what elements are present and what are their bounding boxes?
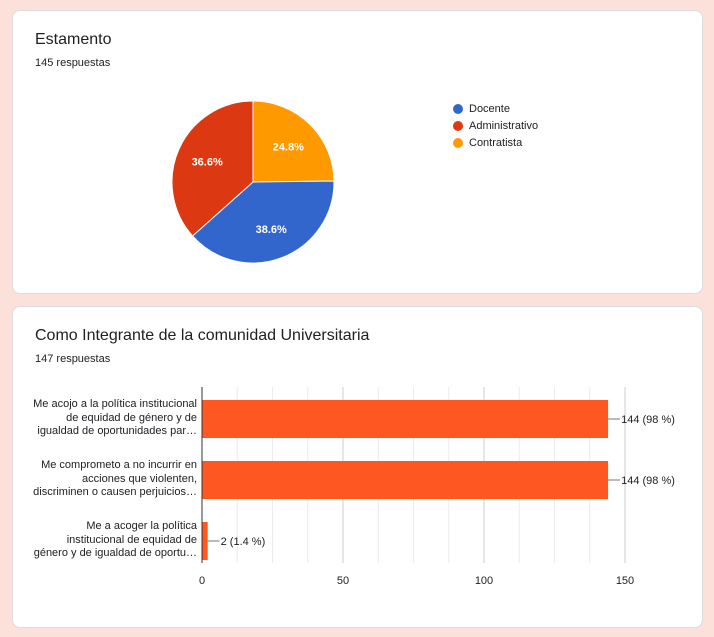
pie-chart [13, 11, 704, 295]
category-label-line: de equidad de género y de [66, 411, 197, 424]
bar-value-label: 2 (1.4 %) [220, 536, 266, 548]
category-label-line: igualdad de oportunidades par… [37, 425, 197, 437]
pie-slice-label: 38.6% [255, 223, 287, 236]
legend-swatch [453, 104, 463, 114]
category-label-line: Me a acoger la política [86, 520, 197, 532]
x-tick-label: 0 [198, 575, 206, 587]
bar-category-label [0, 520, 197, 561]
bar-chart-title: Como Integrante de la comunidad Universitaria [35, 327, 370, 344]
category-label-line: Me comprometo a no incurrir en [41, 459, 197, 471]
bar-response-count: 147 respuestas [35, 353, 111, 365]
x-tick-label: 50 [336, 575, 350, 587]
legend-swatch [453, 138, 463, 148]
legend-label: Contratista [469, 136, 523, 149]
legend-item-administrativo[interactable] [453, 117, 538, 134]
bar-2[interactable] [202, 522, 208, 560]
x-tick-label: 150 [615, 575, 635, 587]
pie-slice-label: 24.8% [272, 141, 304, 154]
x-tick-label: 100 [474, 575, 494, 587]
legend-item-docente[interactable] [453, 100, 538, 117]
bar-category-label [0, 398, 197, 439]
bar-value-label: 144 (98 %) [621, 414, 675, 426]
bar-chart-card [12, 306, 703, 628]
category-label-line: género y de igualdad de oportu… [33, 547, 197, 559]
pie-chart-title: Estamento [35, 31, 112, 48]
legend-label: Docente [469, 102, 510, 115]
pie-chart-card [12, 10, 703, 294]
bar-0[interactable] [202, 400, 608, 438]
category-label-line: institucional de equidad de [66, 533, 197, 546]
category-label-line: Me acojo a la política institucional [33, 398, 197, 410]
bar-1[interactable] [202, 461, 608, 499]
category-label-line: discriminen o causen perjuicios… [33, 486, 197, 498]
category-label-line: acciones que violenten, [82, 472, 197, 485]
legend-item-contratista[interactable] [453, 134, 538, 151]
bar-value-label: 144 (98 %) [621, 475, 675, 487]
legend-swatch [453, 121, 463, 131]
bar-category-label [0, 459, 197, 500]
legend-label: Administrativo [469, 119, 539, 132]
pie-response-count: 145 respuestas [35, 57, 111, 69]
pie-slice-label: 36.6% [191, 156, 223, 169]
pie-legend [453, 100, 538, 151]
